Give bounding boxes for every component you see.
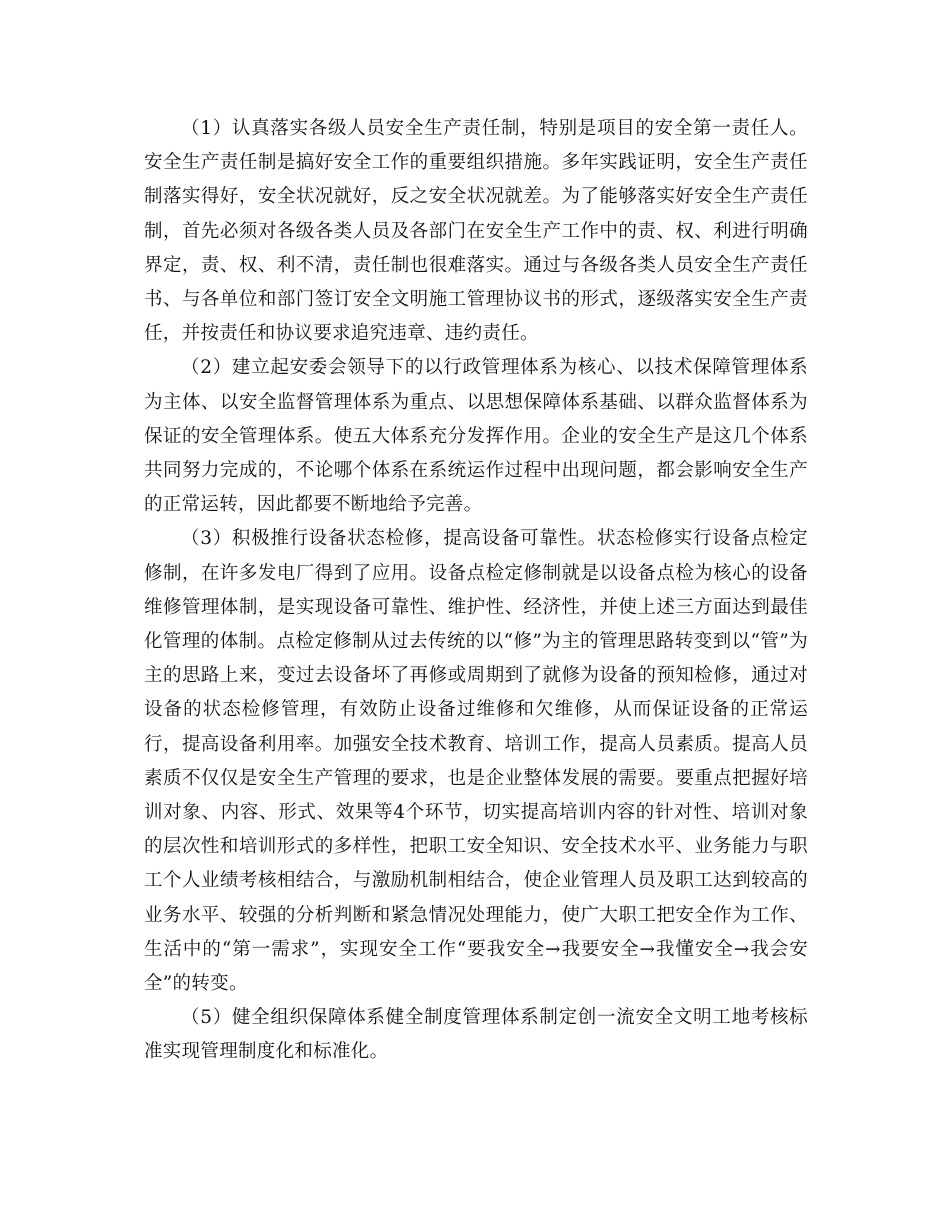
- paragraph-5: （5）健全组织保障体系健全制度管理体系制定创一流安全文明工地考核标准实现管理制度化和标准化。: [144, 1007, 808, 1063]
- paragraph-1: （1）认真落实各级人员安全生产责任制，特别是项目的安全第一责任人。安全生产责任制是搞好安全工作的重要组织措施。多年实践证明，安全生产责任制落实得好，安全状况就好，反之安全状况就差。为了能够落实好安全生产责任制，首先必须对各级各类人员及各部门在安全生产工作中的责、权、利进行明确界定，责、权、利不清，责任制也很难落实。通过与各级各类人员安全生产责任书、与各单位和部门签订安全文明施工管理协议书的形式，逐级落实安全生产责任，并按责任和协议要求追究违章、违约责任。: [144, 118, 808, 345]
- paragraph-2: （2）建立起安委会领导下的以行政管理体系为核心、以技术保障管理体系为主体、以安全监督管理体系为重点、以思想保障体系基础、以群众监督体系为保证的安全管理体系。使五大体系充分发挥作用。企业的安全生产是这几个体系共同努力完成的，不论哪个体系在系统运作过程中出现问题，都会影响安全生产的正常运转，因此都要不断地给予完善。: [144, 357, 808, 516]
- document-page: [144, 112, 808, 1070]
- paragraph-3: （3）积极推行设备状态检修，提高设备可靠性。状态检修实行设备点检定修制，在许多发电厂得到了应用。设备点检定修制就是以设备点检为核心的设备维修管理体制，是实现设备可靠性、维护性、经济性，并使上述三方面达到最佳化管理的体制。点检定修制从过去传统的以“修”为主的管理思路转变到以“管”为主的思路上来，变过去设备坏了再修或周期到了就修为设备的预知检修，通过对设备的状态检修管理，有效防止设备过维修和欠维修，从而保证设备的正常运行，提高设备利用率。加强安全技术教育、培训工作，提高人员素质。提高人员素质不仅仅是安全生产管理的要求，也是企业整体发展的需要。要重点把握好培训对象、内容、形式、效果等4个环节，切实提高培训内容的针对性、培训对象的层次性和培训形式的多样性，把职工安全知识、安全技术水平、业务能力与职工个人业绩考核相结合，与激励机制相结合，使企业管理人员及职工达到较高的业务水平、较强的分析判断和紧急情况处理能力，使广大职工把安全作为工作、生活中的“第一需求”，实现安全工作“要我安全→我要安全→我懂安全→我会安全”的转变。: [144, 528, 808, 995]
